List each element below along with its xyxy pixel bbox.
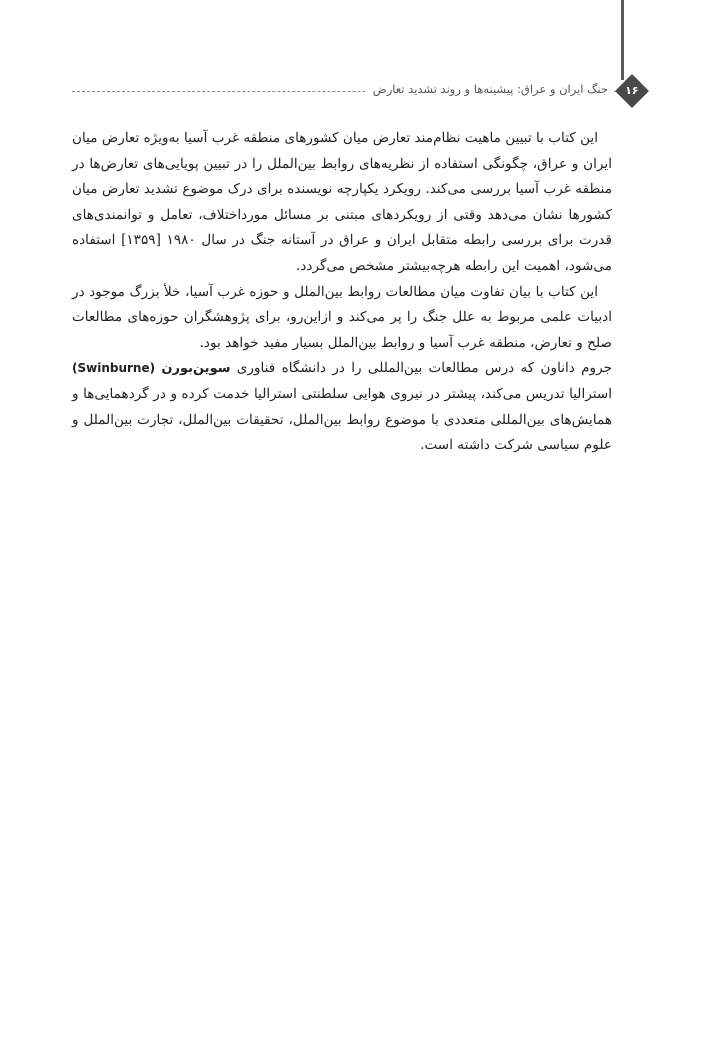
page-number-badge xyxy=(615,74,649,108)
page-header xyxy=(72,80,644,102)
page-number: ۱۶ xyxy=(625,84,639,97)
bio-text-before: جروم داناون که درس مطالعات بین‌المللی را در دانشگاه فناوری xyxy=(230,360,612,377)
page-body xyxy=(72,126,612,459)
vertical-rule xyxy=(621,0,624,80)
bio-text-after: استرالیا تدریس می‌کند، پیشتر در نیروی هوایی سلطنتی استرالیا خدمت کرده و در گردهمایی‌ها و همایش‌های بین‌المللی متعددی با موضوع روابط بین‌الملل، تحقیقات بین‌الملل، تجارت بین‌الملل و علوم سیاسی شرکت داشته است. xyxy=(72,385,612,454)
bio-university-name: سوین‌بورن xyxy=(161,361,231,377)
bio-university-latin: (Swinburne) xyxy=(72,361,156,376)
running-title: جنگ ایران و عراق: پیشینه‌ها و روند تشدید تعارض xyxy=(365,82,614,96)
paragraph-1: این کتاب با تبیین ماهیت نظام‌مند تعارض میان کشورهای منطقه غرب آسیا به‌ویژه تعارض میان ایران و عراق، چگونگی استفاده از نظریه‌های روابط بین‌الملل را در تبیین پویایی‌های تعارض‌ها در منطقه غرب آسیا بررسی می‌کند. رویکرد یکپارچه نویسنده برای درک موضوع تشدید تعارض میان کشورها نشان می‌دهد وقتی از رویکردهای مبتنی بر مسائل مورداختلاف، تعامل و توانمندی‌های قدرت برای بررسی رابطه متقابل ایران و عراق در آستانه جنگ در سال ۱۹۸۰ [۱۳۵۹] استفاده می‌شود، اهمیت این رابطه هرچه‌بیشتر مشخص می‌گردد. xyxy=(71,130,613,274)
paragraph-2: این کتاب با بیان تفاوت میان مطالعات روابط بین‌الملل و حوزه غرب آسیا، خلأ بزرگ موجود در ادبیات علمی مربوط به علل جنگ را پر می‌کند و ازاین‌رو، برای پژوهشگران حوزه‌های مطالعات صلح و تعارض، منطقه غرب آسیا و روابط بین‌الملل بسیار مفید خواهد بود. xyxy=(72,283,612,351)
author-bio xyxy=(72,356,612,458)
